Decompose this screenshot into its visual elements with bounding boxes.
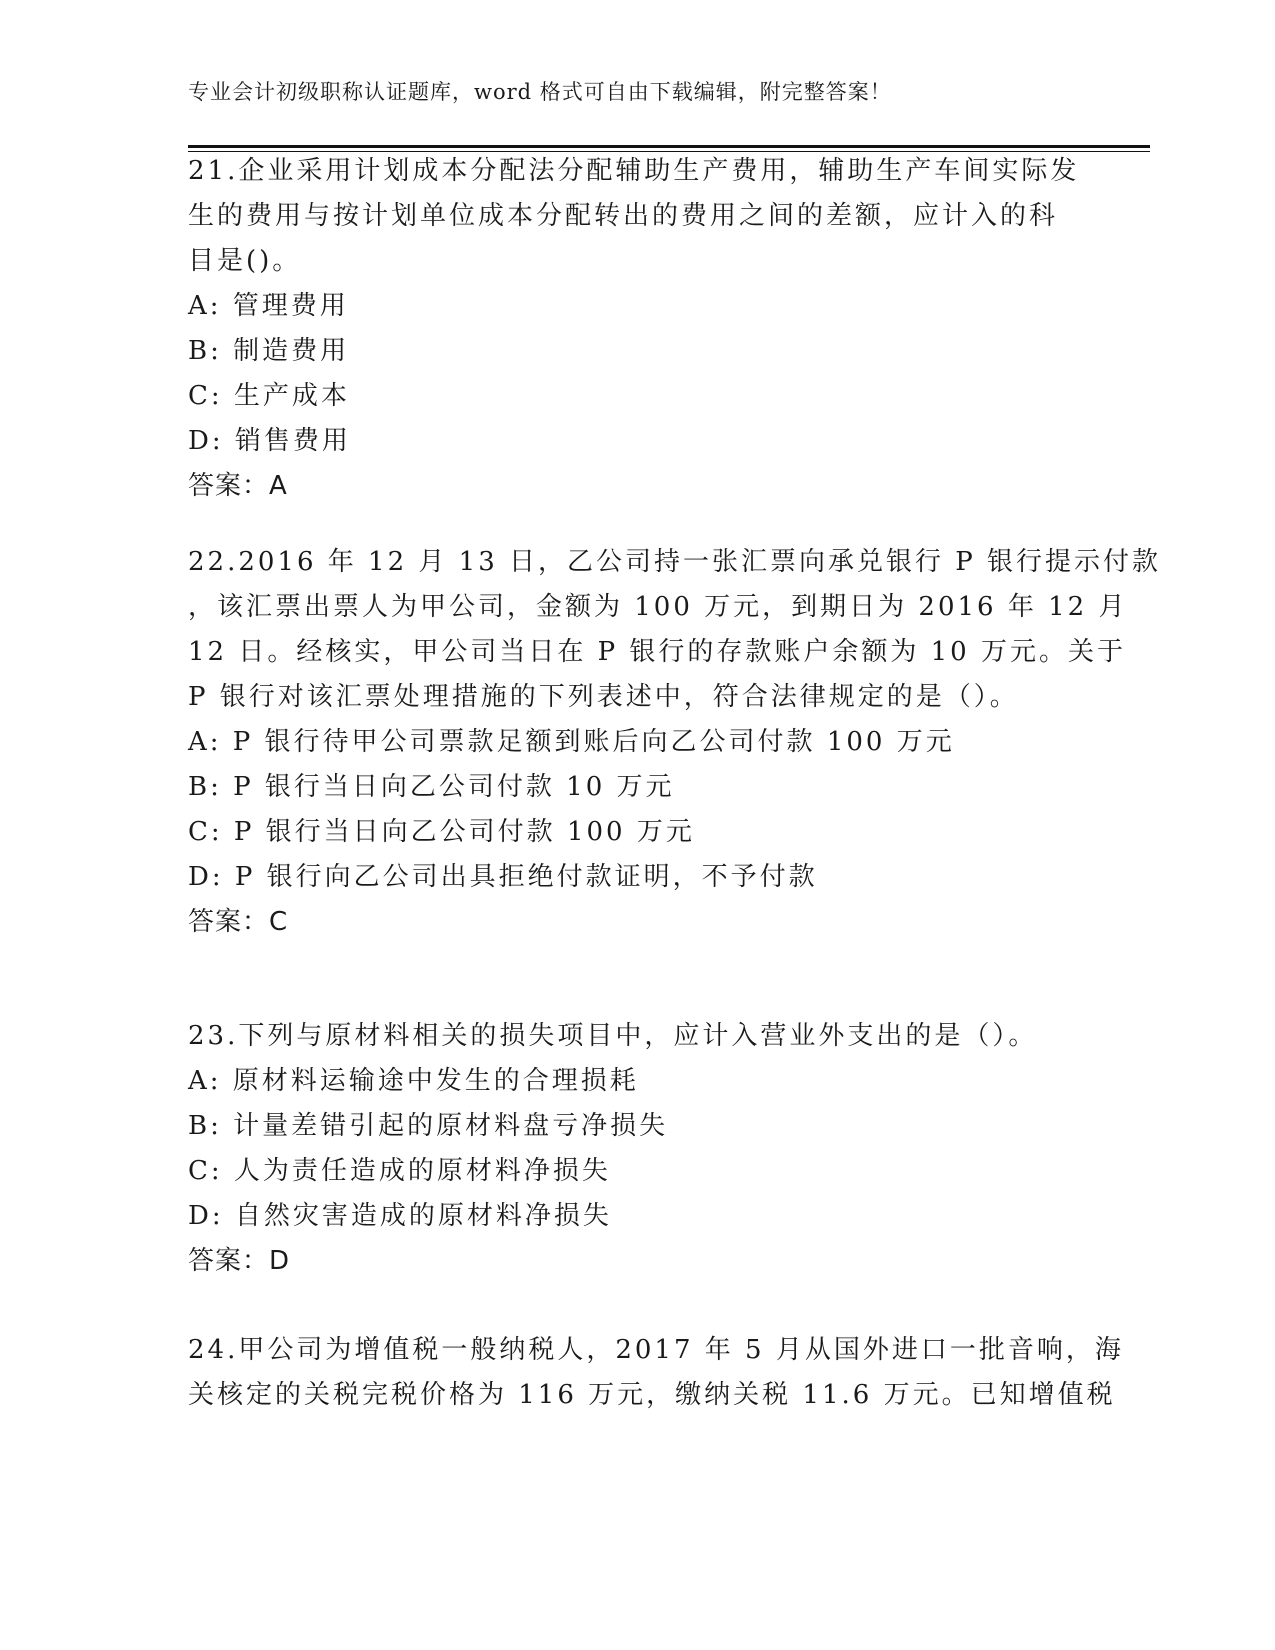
option-a: A: 原材料运输途中发生的合理损耗 — [188, 1066, 639, 1096]
question-text-line: 关核定的关税完税价格为 116 万元，缴纳关税 11.6 万元。已知增值税 — [188, 1380, 1116, 1410]
option-c: C: 人为责任造成的原材料净损失 — [188, 1156, 611, 1186]
question-21 — [188, 149, 1108, 509]
question-text-line: 21.企业采用计划成本分配法分配辅助生产费用，辅助生产车间实际发 — [188, 156, 1080, 186]
question-text-line: 24.甲公司为增值税一般纳税人，2017 年 5 月从国外进口一批音响，海 — [188, 1335, 1124, 1365]
answer: 答案：D — [188, 1246, 291, 1276]
question-text-line: 生的费用与按计划单位成本分配转出的费用之间的差额，应计入的科 — [188, 201, 1059, 231]
option-c: C: P 银行当日向乙公司付款 100 万元 — [188, 817, 695, 847]
option-a: A: P 银行待甲公司票款足额到账后向乙公司付款 100 万元 — [188, 727, 955, 757]
option-d: D: 销售费用 — [188, 426, 351, 456]
option-b: B: 计量差错引起的原材料盘亏净损失 — [188, 1111, 669, 1141]
answer: 答案：A — [188, 471, 288, 501]
question-23 — [188, 1014, 1108, 1284]
question-22 — [188, 540, 1162, 945]
option-b: B: P 银行当日向乙公司付款 10 万元 — [188, 772, 675, 802]
option-b: B: 制造费用 — [188, 336, 350, 366]
header-rule-thick — [188, 145, 1150, 148]
option-d: D: P 银行向乙公司出具拒绝付款证明，不予付款 — [188, 862, 818, 892]
question-text-line: 目是()。 — [188, 246, 302, 276]
question-text-line: P 银行对该汇票处理措施的下列表述中，符合法律规定的是（）。 — [188, 682, 1019, 712]
question-24 — [188, 1328, 1124, 1418]
question-text-line: 12 日。经核实，甲公司当日在 P 银行的存款账户余额为 10 万元。关于 — [188, 637, 1126, 667]
question-text-line: 22.2016 年 12 月 13 日，乙公司持一张汇票向承兑银行 P 银行提示付款 — [188, 547, 1162, 577]
answer: 答案：C — [188, 907, 289, 937]
option-d: D: 自然灾害造成的原材料净损失 — [188, 1201, 612, 1231]
option-a: A: 管理费用 — [188, 291, 349, 321]
question-text-line: ，该汇票出票人为甲公司，金额为 100 万元，到期日为 2016 年 12 月 — [188, 592, 1128, 622]
question-text-line: 23.下列与原材料相关的损失项目中，应计入营业外支出的是（）。 — [188, 1021, 1038, 1051]
option-c: C: 生产成本 — [188, 381, 350, 411]
header-text: 专业会计初级职称认证题库，word 格式可自由下载编辑，附完整答案！ — [188, 80, 892, 104]
